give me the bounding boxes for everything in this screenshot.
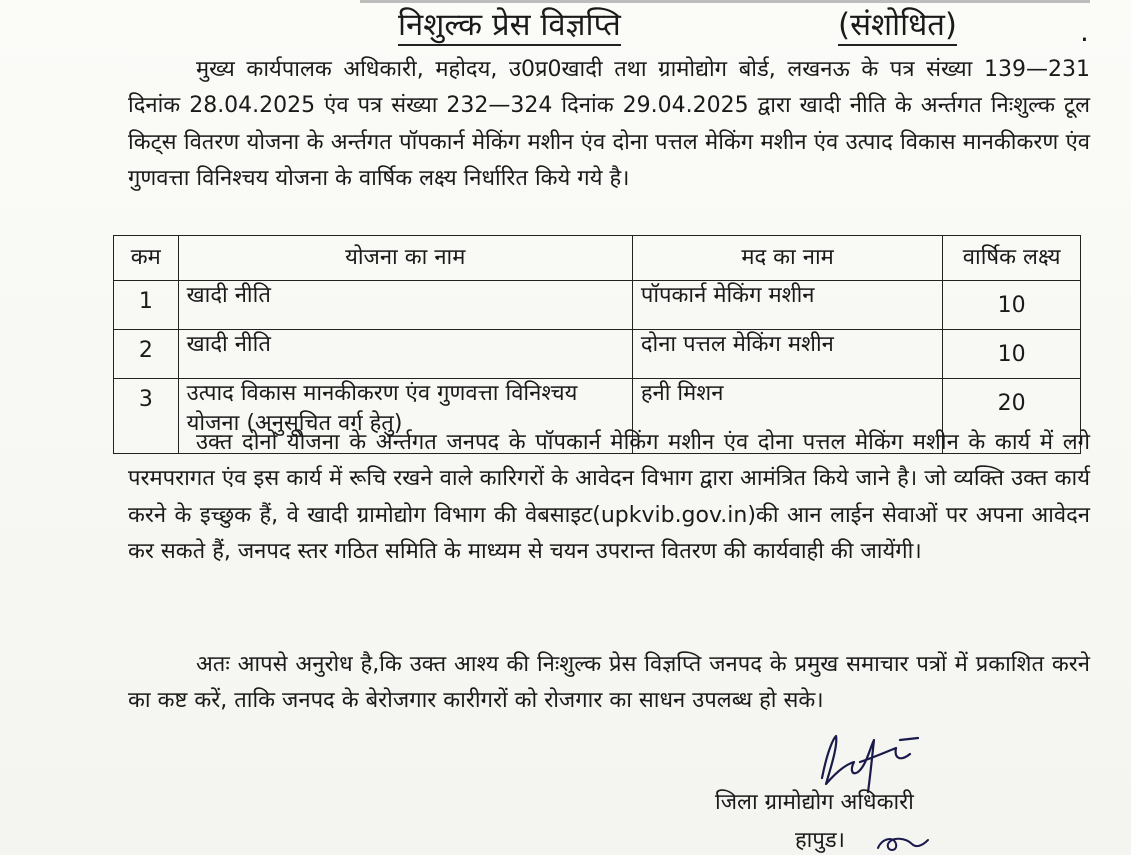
intro-paragraph bbox=[128, 52, 1090, 198]
row-item: दोना पत्तल मेकिंग मशीन bbox=[632, 330, 942, 379]
initial-mark bbox=[872, 826, 932, 855]
top-rule bbox=[360, 0, 1090, 3]
request-paragraph bbox=[128, 647, 1090, 720]
row-scheme: खादी नीति bbox=[178, 330, 632, 379]
row-serial: 1 bbox=[114, 281, 179, 330]
row-target: 10 bbox=[943, 330, 1081, 379]
intro-text: मुख्य कार्यपालक अधिकारी, महोदय, उ0प्र0खादी तथा ग्रामोद्योग बोर्ड, लखनऊ के पत्र संख्या 139—231 दिनांक 28.04.2025 एंव पत्र संख्या 232—324 दिनांक 29.04.2025 द्वारा खादी नीति के अर्न्तगत निःशुल्क टूल किट्स वितरण योजना के अर्न्तगत पॉपकार्न मेकिंग मशीन एंव दोना पत्तल मेकिंग मशीन एंव उत्पाद विकास मानकीकरण एंव गुणवत्ता विनिश्चय योजना के वार्षिक लक्ष्य निर्धारित किये गये है। bbox=[128, 57, 1090, 192]
request-text: अतः आपसे अनुरोध है,कि उक्त आश्य की निःशुल्क प्रेस विज्ञप्ति जनपद के प्रमुख समाचार पत्रों में प्रकाशित करने का कष्ट करें, ताकि जनपद के बेरोजगार कारीगरों को रोजगार का साधन उपलब्ध हो सके। bbox=[128, 652, 1090, 714]
row-target: 20 bbox=[943, 379, 1081, 454]
revised-note: (संशोधित) bbox=[838, 6, 957, 46]
table-row bbox=[114, 330, 1081, 379]
page-title: निशुल्क प्रेस विज्ञप्ति bbox=[398, 6, 621, 46]
row-target: 10 bbox=[943, 281, 1081, 330]
table-header-row bbox=[114, 236, 1081, 281]
office-place: हापुड। bbox=[795, 828, 845, 853]
header-scheme-name: योजना का नाम bbox=[178, 236, 632, 281]
row-item: हनी मिशन bbox=[632, 379, 942, 454]
handwritten-signature bbox=[800, 718, 930, 798]
row-scheme: खादी नीति bbox=[178, 281, 632, 330]
row-item: पॉपकार्न मेकिंग मशीन bbox=[632, 281, 942, 330]
officer-designation: जिला ग्रामोद्योग अधिकारी bbox=[715, 790, 914, 815]
row-serial: 3 bbox=[114, 379, 179, 454]
scheme-targets-table bbox=[113, 235, 1081, 454]
header-serial: कम bbox=[114, 236, 179, 281]
application-paragraph bbox=[128, 425, 1090, 571]
header-annual-target: वार्षिक लक्ष्य bbox=[943, 236, 1081, 281]
header-item-name: मद का नाम bbox=[632, 236, 942, 281]
row-scheme: उत्पाद विकास मानकीकरण एंव गुणवत्ता विनिश्चय योजना (अनुसूचित वर्ग हेतु) bbox=[178, 379, 632, 454]
header-dot: . bbox=[1080, 15, 1089, 48]
row-serial: 2 bbox=[114, 330, 179, 379]
application-text: उक्त दोनो योजना के अर्न्तगत जनपद के पॉपकार्न मेकिंग मशीन एंव दोना पत्तल मेकिंग मशीन के कार्य में लगे परमपरागत एंव इस कार्य में रूचि रखने वाले कारिगरों के आवेदन विभाग द्वारा आमंत्रित किये जाने है। जो व्यक्ति उक्त कार्य करने के इच्छुक हैं, वे खादी ग्रामोद्योग विभाग की वेबसाइट(upkvib.gov.in)की आन लाईन सेवाओं पर अपना आवेदन कर सकते हैं, जनपद स्तर गठित समिति के माध्यम से चयन उपरान्त वितरण की कार्यवाही की जायेंगी। bbox=[128, 430, 1090, 565]
table-row bbox=[114, 281, 1081, 330]
